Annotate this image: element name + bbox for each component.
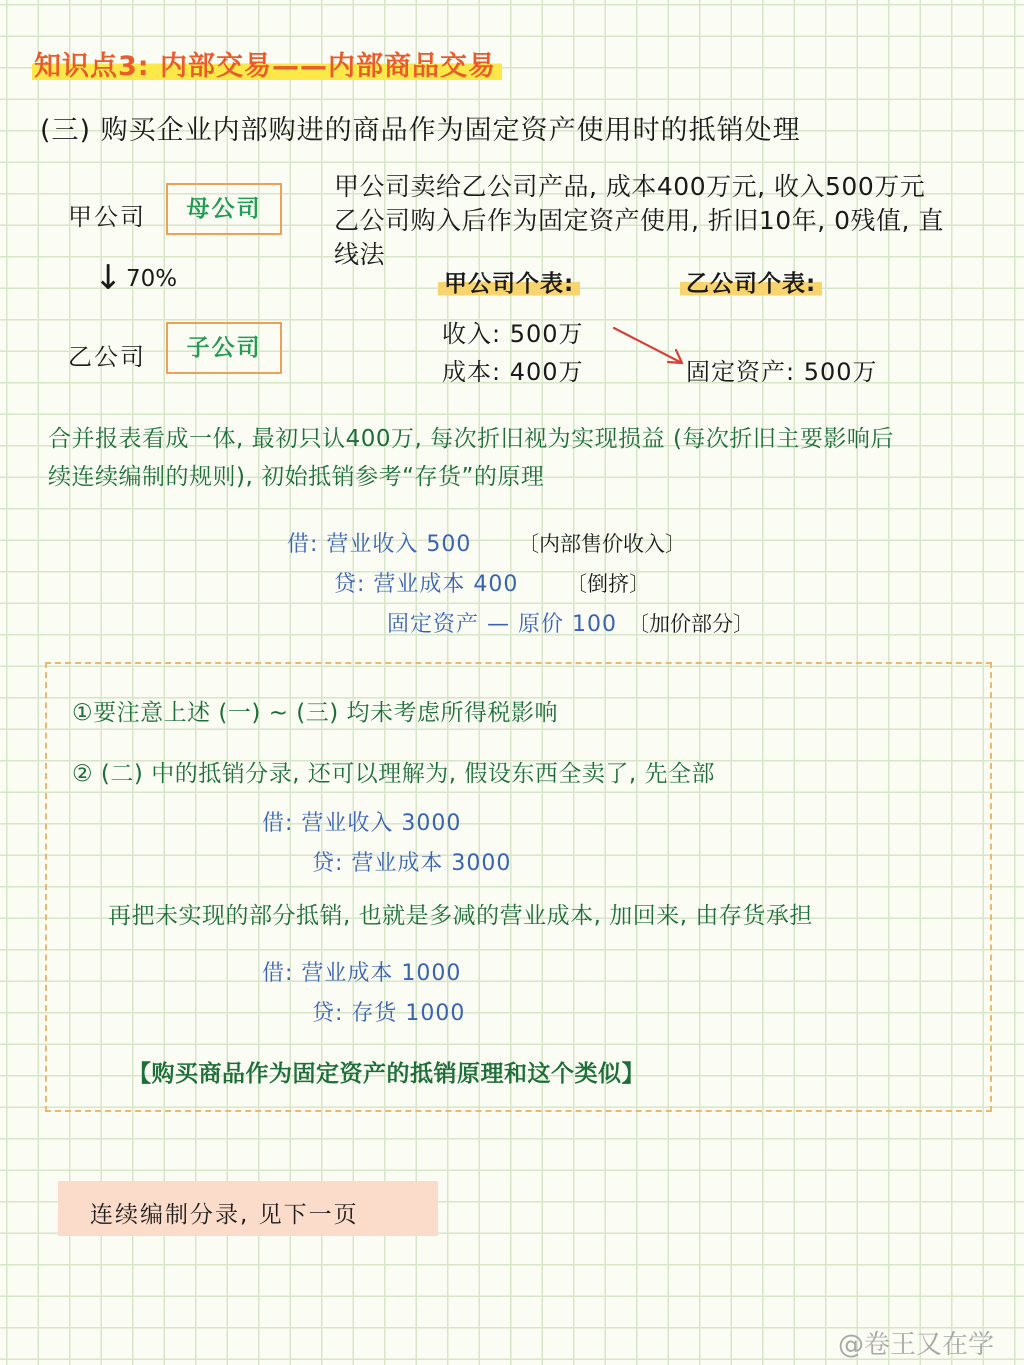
entry-credit-note: 〔加价部分〕 (628, 612, 754, 636)
entry-credit: 固定资产 — 原价 100 (387, 612, 617, 637)
jia-revenue: 收入: 500万 (442, 320, 584, 348)
note-conclusion: 【购买商品作为固定资产的抵销原理和这个类似】 (128, 1061, 645, 1087)
watermark: @卷王又在学 (838, 1330, 995, 1360)
child-company-box: 子公司 (166, 322, 282, 374)
description-line: 乙公司购入后作为固定资产使用, 折旧10年, 0残值, 直 (334, 206, 944, 235)
parent-company-label: 甲公司 (68, 203, 146, 231)
yi-statement-header: 乙公司个表: (680, 265, 822, 298)
entry-credit-note: 〔倒挤〕 (566, 572, 650, 596)
entry-debit: 借: 营业收入 500 (287, 532, 472, 557)
note-item: ② (二) 中的抵销分录, 还可以理解为, 假设东西全卖了, 先全部 (72, 761, 716, 787)
notes-box (45, 662, 992, 1112)
parent-company-box: 母公司 (166, 183, 282, 235)
ownership-percent: 70% (126, 266, 178, 292)
transaction-description (334, 170, 944, 272)
entry-credit: 贷: 营业成本 400 (334, 572, 519, 597)
footer-text: 连续编制分录, 见下一页 (90, 1202, 359, 1228)
jia-statement-header: 甲公司个表: (438, 265, 580, 298)
description-line: 线法 (334, 240, 386, 269)
note-explanation: 再把未实现的部分抵销, 也就是多减的营业成本, 加回来, 由存货承担 (108, 903, 813, 929)
entry-debit: 借: 营业收入 3000 (262, 811, 462, 836)
section-subtitle: (三) 购买企业内部购进的商品作为固定资产使用时的抵销处理 (40, 115, 801, 146)
description-line: 甲公司卖给乙公司产品, 成本400万元, 收入500万元 (334, 172, 926, 201)
child-company-label: 乙公司 (68, 343, 146, 371)
yi-fixed-asset: 固定资产: 500万 (686, 358, 878, 386)
ownership-arrow-icon: ↓ (94, 258, 123, 298)
explanation-line: 合并报表看成一体, 最初只认400万, 每次折旧视为实现损益 (每次折旧主要影响后 (48, 426, 894, 452)
page-title: 知识点3: 内部交易——内部商品交易 (32, 44, 502, 83)
transfer-arrow-icon (610, 322, 692, 370)
entry-debit-note: 〔内部售价收入〕 (518, 532, 686, 556)
entry-credit: 贷: 营业成本 3000 (312, 851, 512, 876)
entry-debit: 借: 营业成本 1000 (262, 961, 462, 986)
jia-cost: 成本: 400万 (442, 358, 584, 386)
explanation-line: 续连续编制的规则), 初始抵销参考“存货”的原理 (48, 464, 545, 490)
entry-credit: 贷: 存货 1000 (312, 1001, 466, 1026)
note-item: ①要注意上述 (一) ~ (三) 均未考虑所得税影响 (72, 700, 559, 726)
